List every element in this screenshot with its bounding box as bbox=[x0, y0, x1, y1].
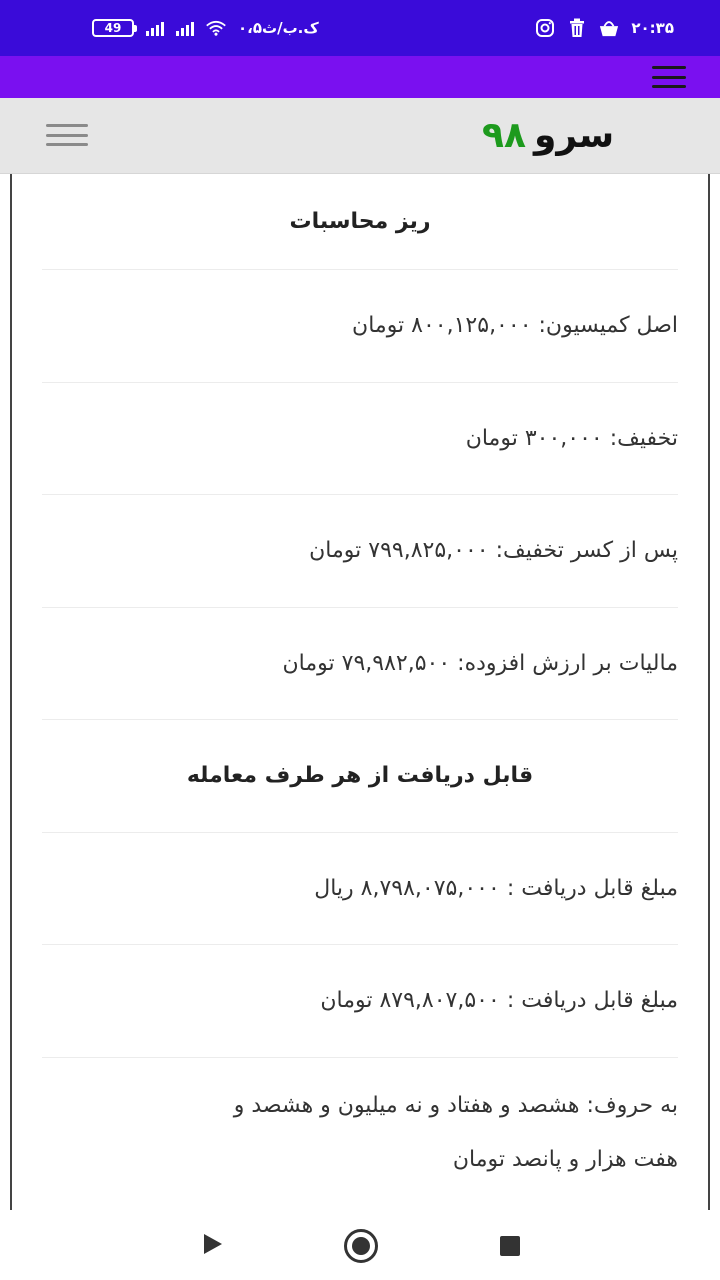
details-list bbox=[42, 174, 678, 1208]
instagram-icon bbox=[535, 18, 555, 38]
back-icon[interactable] bbox=[204, 1234, 222, 1254]
amount-toman: مبلغ قابل دریافت : ۸۷۹,۸۰۷,۵۰۰ تومان bbox=[42, 945, 678, 1058]
menu-icon[interactable] bbox=[652, 66, 686, 88]
app-bar bbox=[0, 56, 720, 98]
after-discount: پس از کسر تخفیف: ۷۹۹,۸۲۵,۰۰۰ تومان bbox=[42, 495, 678, 608]
signal-icon bbox=[146, 20, 164, 36]
recent-apps-icon[interactable] bbox=[500, 1236, 520, 1256]
battery-icon bbox=[92, 19, 134, 37]
battery-level: 49 bbox=[104, 21, 122, 35]
signal-icon-2 bbox=[176, 20, 194, 36]
section-title-receivable: قابل دریافت از هر طرف معامله bbox=[42, 720, 678, 833]
site-logo[interactable] bbox=[482, 116, 614, 156]
section-title-details: ریز محاسبات bbox=[42, 174, 678, 270]
discount: تخفیف: ۳۰۰,۰۰۰ تومان bbox=[42, 383, 678, 496]
logo-word: سرو bbox=[533, 115, 615, 156]
amount-rial: مبلغ قابل دریافت : ۸,۷۹۸,۰۷۵,۰۰۰ ریال bbox=[42, 833, 678, 946]
vat: مالیات بر ارزش افزوده: ۷۹,۹۸۲,۵۰۰ تومان bbox=[42, 608, 678, 721]
network-speed: ۰،۵ک.ب/ث bbox=[238, 19, 319, 37]
status-bar bbox=[0, 0, 720, 56]
trash-icon bbox=[567, 18, 587, 38]
home-icon[interactable] bbox=[344, 1229, 378, 1263]
logo-number: ۹۸ bbox=[482, 115, 526, 156]
amount-in-words-line2: هفت هزار و پانصد تومان bbox=[452, 1146, 678, 1172]
site-menu-icon[interactable] bbox=[46, 124, 88, 146]
calculation-details bbox=[10, 174, 710, 1210]
wifi-icon bbox=[206, 18, 226, 38]
base-commission: اصل کمیسیون: ۸۰۰,۱۲۵,۰۰۰ تومان bbox=[42, 270, 678, 383]
navigation-bar bbox=[0, 1210, 720, 1280]
status-bar-right bbox=[535, 16, 674, 40]
clock: ۲۰:۳۵ bbox=[631, 19, 674, 37]
shopping-bag-icon bbox=[599, 18, 619, 38]
amount-in-words bbox=[42, 1058, 678, 1208]
amount-in-words-line1: به حروف: هشصد و هفتاد و نه میلیون و هشصد و bbox=[233, 1092, 678, 1118]
site-header bbox=[0, 98, 720, 174]
status-bar-left bbox=[92, 16, 319, 40]
